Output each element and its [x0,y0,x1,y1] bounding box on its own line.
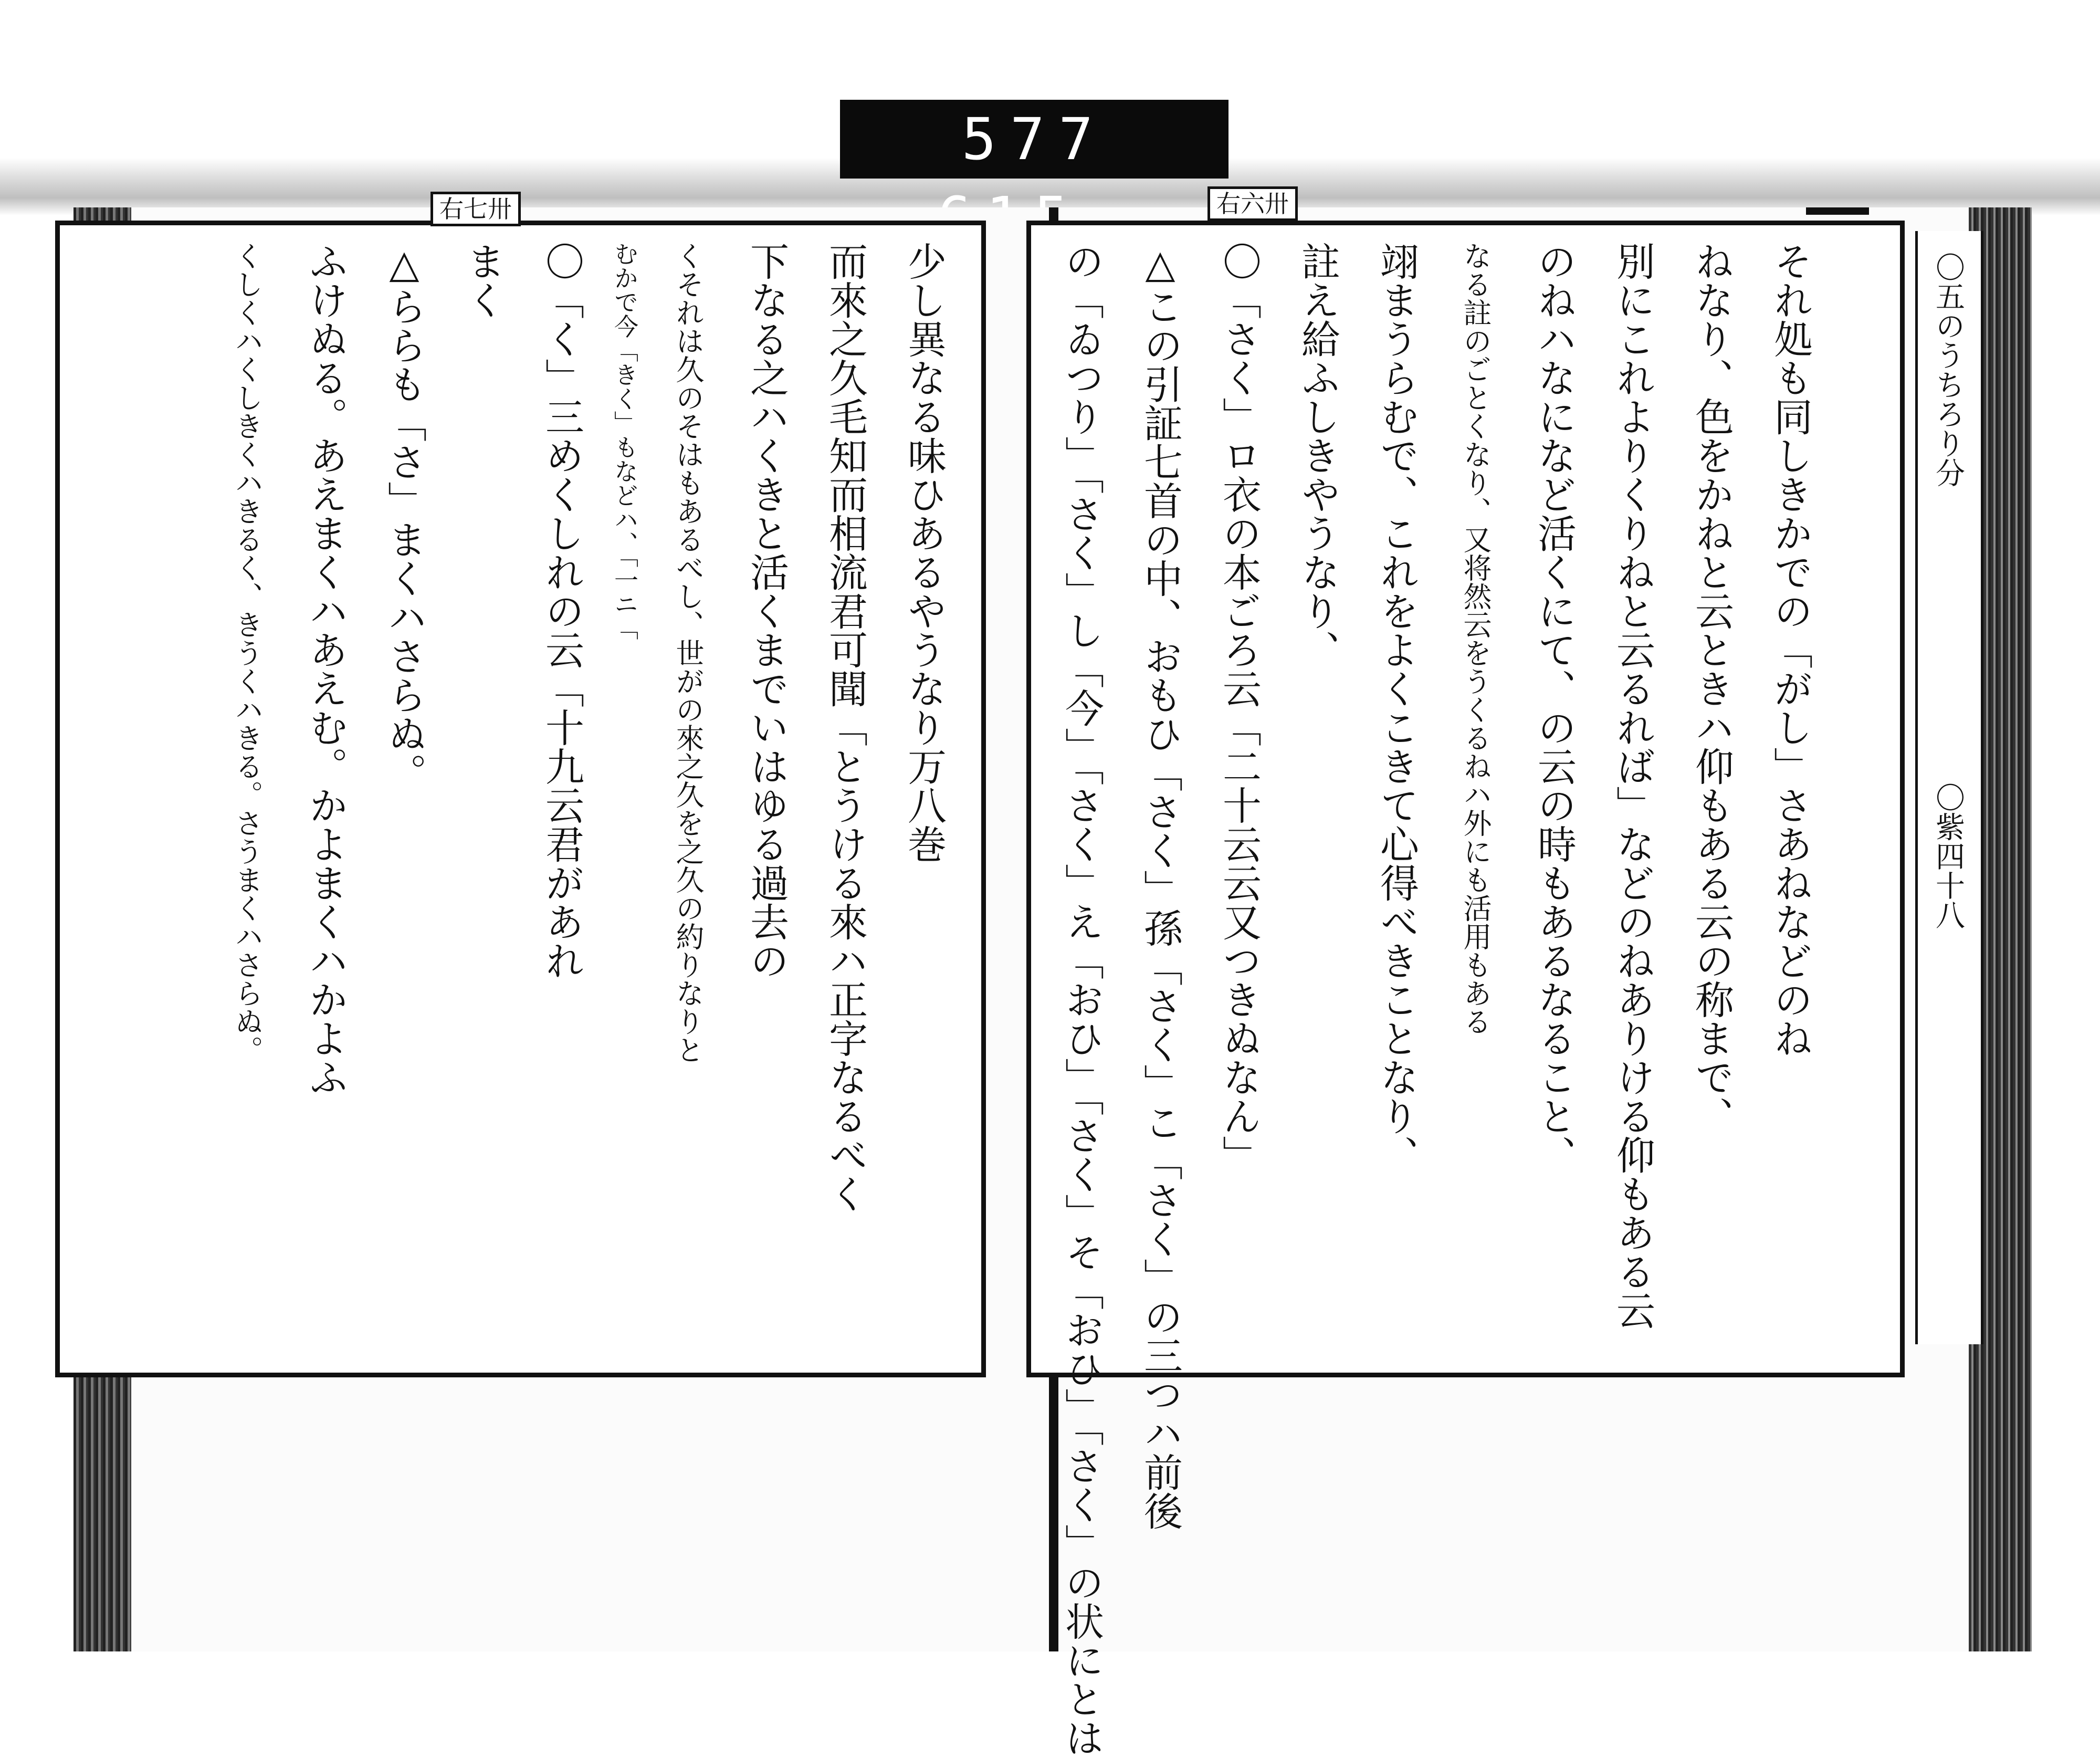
margin-title-top: 〇五のうちろり分 [1931,252,1965,487]
right-col-9: △この引証七首の中、おもひ「さく」孫「さく」こ「さく」の三つハ前後 [1138,242,1183,1530]
right-margin-column [1915,231,1983,1344]
top-tab-mark [1806,207,1869,215]
left-chapter-label: 右七卅 [430,192,521,226]
right-chapter-label: 右六卅 [1208,186,1298,221]
left-col-8: △ららも「さ」まくハさらぬ。 [382,242,427,792]
right-col-2: ねなり、色をかねと云ときハ仰もある云の称まで、 [1689,242,1734,1135]
left-col-7: まく [460,242,506,319]
left-col-10: くしくハくしきくハきるく、きうくハきる。さうまくハさらぬ。 [230,242,264,1064]
right-col-1: それ処も同しきかでの「がし」さあねなどのね [1768,242,1813,1058]
frame-number: 577 [840,100,1228,179]
right-col-7: 註え給ふしきやうなり、 [1295,242,1340,669]
right-col-4: のねハなになど活くにて、の云の時もあるなること、 [1531,242,1577,1174]
right-col-5: なる註のごとくなり、又将然云をうくるねハ外にも活用もある [1459,242,1492,1036]
left-col-9: ふけぬる。あえまくハあえむ。かよまくハかよふ [303,242,348,1096]
right-col-8: 〇「さく」ロ衣の本ごろ云「二十云云又つきぬなん」 [1216,242,1262,1174]
left-col-1: 少し異なる味ひあるやうなり万八巻 [901,242,947,863]
right-col-3: 別にこれよりくりねと云るれば」などのねありける仰もある云 [1610,242,1655,1330]
left-col-2: 而來之久毛知而相流君可聞「とうける來ハ正字なるべく [823,242,868,1213]
left-col-6: 〇「く」三めくしれの云「十九云君があれ [539,242,584,980]
left-page-text [134,242,963,1334]
left-col-3: 下なる之ハくきと活くまでいはゆる過去の [744,242,789,980]
left-col-4: くそれは久のそはもあるべし、世がの來之久を之久の約りなりと [671,242,705,1064]
right-col-6: 翊まうらむで、これをよくこきて心得べきことなり、 [1374,242,1419,1174]
left-col-5: むかで今「きく」もなどハ、「一ニ「 [611,242,639,640]
right-page-text [1059,242,1830,1757]
margin-title-bottom: 〇紫四十八 [1931,782,1965,929]
right-col-10: の「ゐつり」「さく」し「今」「さく」え「おひ」「さく」そ「おひ」「さく」の状にとは [1059,242,1104,1757]
